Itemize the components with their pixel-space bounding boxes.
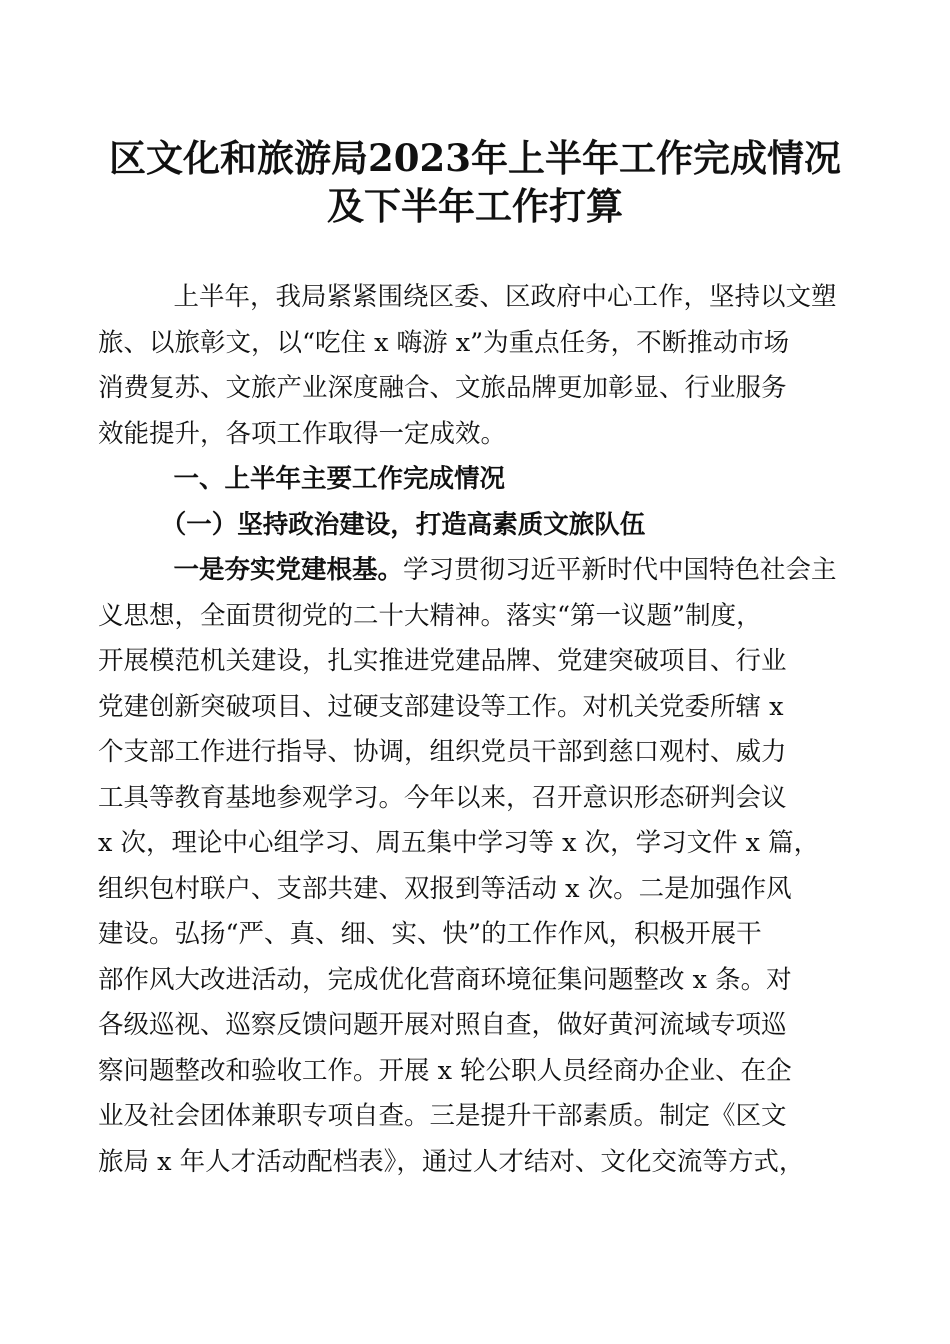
paragraph-first-line bbox=[148, 548, 838, 594]
intro-line: 上半年，我局紧紧围绕区委、区政府中心工作，坚持以文塑 bbox=[148, 282, 837, 312]
paragraph-line: 党建创新突破项目、过硬支部建设等工作。对机关党委所辖 x bbox=[98, 691, 784, 722]
title-line-1: 区文化和旅游局2023年上半年工作完成情况 bbox=[109, 136, 841, 180]
paragraph-line: 业及社会团体兼职专项自查。三是提升干部素质。制定《区文 bbox=[98, 1101, 787, 1131]
paragraph-line: x 次，理论中心组学习、周五集中学习等 x 次，学习文件 x 篇， bbox=[98, 828, 820, 858]
paragraph-line: 工具等教育基地参观学习。今年以来，召开意识形态研判会议 bbox=[98, 782, 787, 813]
paragraph-line: 建设。弘扬“严、真、细、实、快”的工作作风，积极开展干 bbox=[98, 919, 762, 949]
paragraph-line: 各级巡视、巡察反馈问题开展对照自查，做好黄河流域专项巡 bbox=[98, 1010, 787, 1040]
intro-line: 旅、以旅彰文，以“吃住 x 嗨游 x”为重点任务，不断推动市场 bbox=[98, 327, 790, 358]
paragraph-line: 部作风大改进活动，完成优化营商环境征集问题整改 x 条。对 bbox=[98, 964, 792, 995]
paragraph-line: 义思想，全面贯彻党的二十大精神。落实“第一议题”制度， bbox=[98, 600, 762, 631]
title-line-2: 及下半年工作打算 bbox=[327, 184, 623, 228]
paragraph-line: 组织包村联户、支部共建、双报到等活动 x 次。二是加强作风 bbox=[98, 873, 792, 904]
intro-line: 消费复苏、文旅产业深度融合、文旅品牌更加彰显、行业服务 bbox=[98, 373, 787, 403]
intro-line: 效能提升，各项工作取得一定成效。 bbox=[98, 418, 507, 449]
document-body bbox=[98, 275, 838, 1185]
section-heading: 一、上半年主要工作完成情况 bbox=[148, 464, 506, 494]
paragraph-line: 旅局 x 年人才活动配档表》，通过人才结对、文化交流等方式， bbox=[98, 1146, 805, 1177]
paragraph-line: 开展模范机关建设，扎实推进党建品牌、党建突破项目、行业 bbox=[98, 646, 787, 676]
subsection-heading: （一）坚持政治建设，打造高素质文旅队伍 bbox=[148, 509, 646, 540]
paragraph-lead: 一是夯实党建根基。 bbox=[148, 555, 404, 585]
paragraph-line: 个支部工作进行指导、协调，组织党员干部到慈口观村、威力 bbox=[98, 737, 787, 767]
paragraph-first-rest: 学习贯彻习近平新时代中国特色社会主 bbox=[403, 555, 837, 585]
paragraph-line: 察问题整改和验收工作。开展 x 轮公职人员经商办企业、在企 bbox=[98, 1055, 792, 1086]
document-title bbox=[60, 134, 890, 230]
